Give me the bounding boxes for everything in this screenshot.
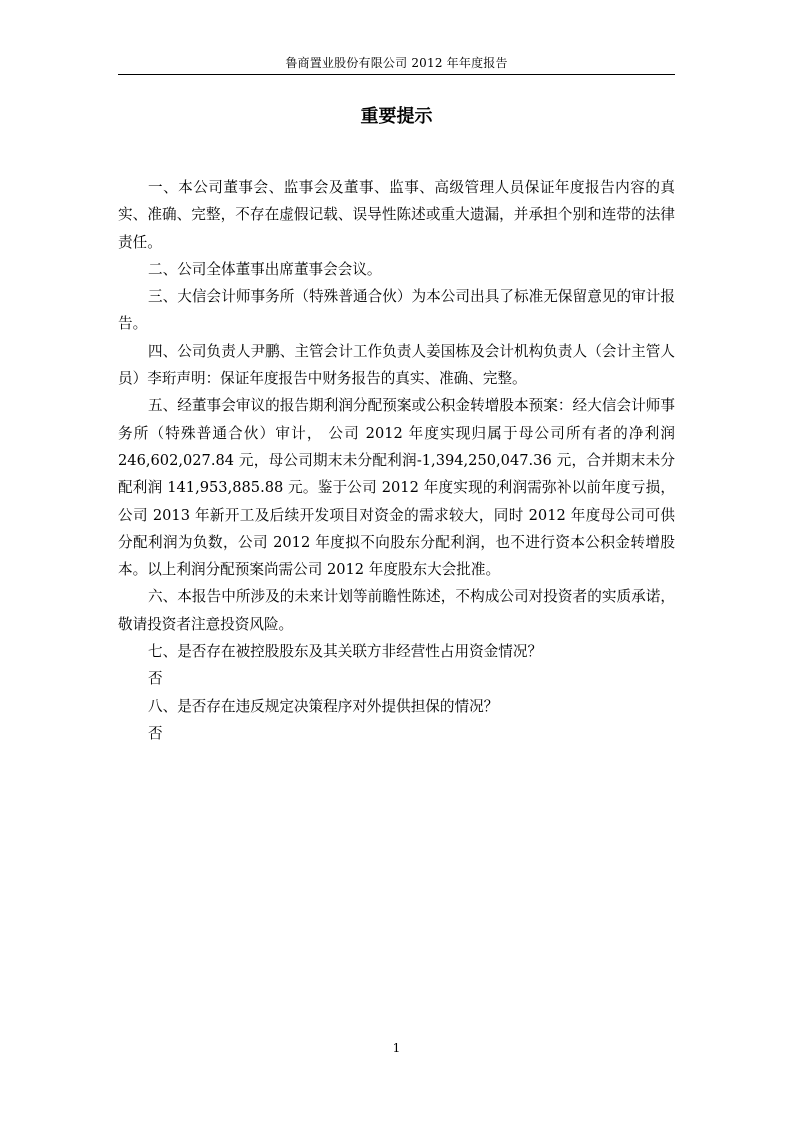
running-header: 鲁商置业股份有限公司 2012 年年度报告: [285, 56, 508, 70]
paragraph-forward-looking: 六、本报告中所涉及的未来计划等前瞻性陈述，不构成公司对投资者的实质承诺，敬请投资者注意投资风险。: [118, 588, 675, 633]
page-title: 重要提示: [360, 106, 433, 127]
paragraph-profit-distribution: 五、经董事会审议的报告期利润分配预案或公积金转增股本预案：经大信会计师事务所（特殊普通合伙）审计， 公司 2012 年度实现归属于母公司所有者的净利润 246,602,027.84 元，母公司期末未分配利润-1,394,250,047.36 元，合并期末未分配利润 141,953,885.88 元。鉴于公司 2012 年度实现的利润需弥补以前年度亏损，公司 2013 年新开工及后续开发项目对资金的需求较大，同时 2012 年度母公司可供分配利润为负数，公司 2012 年度拟不向股东分配利润，也不进行资本公积金转增股本。以上利润分配预案尚需公司 2012 年度股东大会批准。: [118, 397, 675, 579]
paragraph-fund-occupation-question: 七、是否存在被控股股东及其关联方非经营性占用资金情况？: [148, 643, 543, 661]
page-number: 1: [392, 1041, 401, 1055]
paragraph-audit-opinion: 三、大信会计师事务所（特殊普通合伙）为本公司出具了标准无保留意见的审计报告。: [118, 288, 675, 333]
paragraph-guarantee-answer: 否: [148, 724, 163, 742]
paragraph-guarantee-question: 八、是否存在违反规定决策程序对外提供担保的情况？: [148, 697, 499, 715]
paragraph-board-attendance: 二、公司全体董事出席董事会会议。: [148, 260, 382, 278]
header-divider: [118, 74, 675, 75]
paragraph-responsibility-statement: 一、本公司董事会、监事会及董事、监事、高级管理人员保证年度报告内容的真实、准确、完整，不存在虚假记载、误导性陈述或重大遗漏，并承担个别和连带的法律责任。: [118, 179, 675, 251]
paragraph-officer-declaration: 四、公司负责人尹鹏、主管会计工作负责人姜国栋及会计机构负责人（会计主管人员）李珩声明：保证年度报告中财务报告的真实、准确、完整。: [118, 342, 675, 388]
document-body: [118, 174, 675, 747]
paragraph-fund-occupation-answer: 否: [148, 670, 163, 688]
